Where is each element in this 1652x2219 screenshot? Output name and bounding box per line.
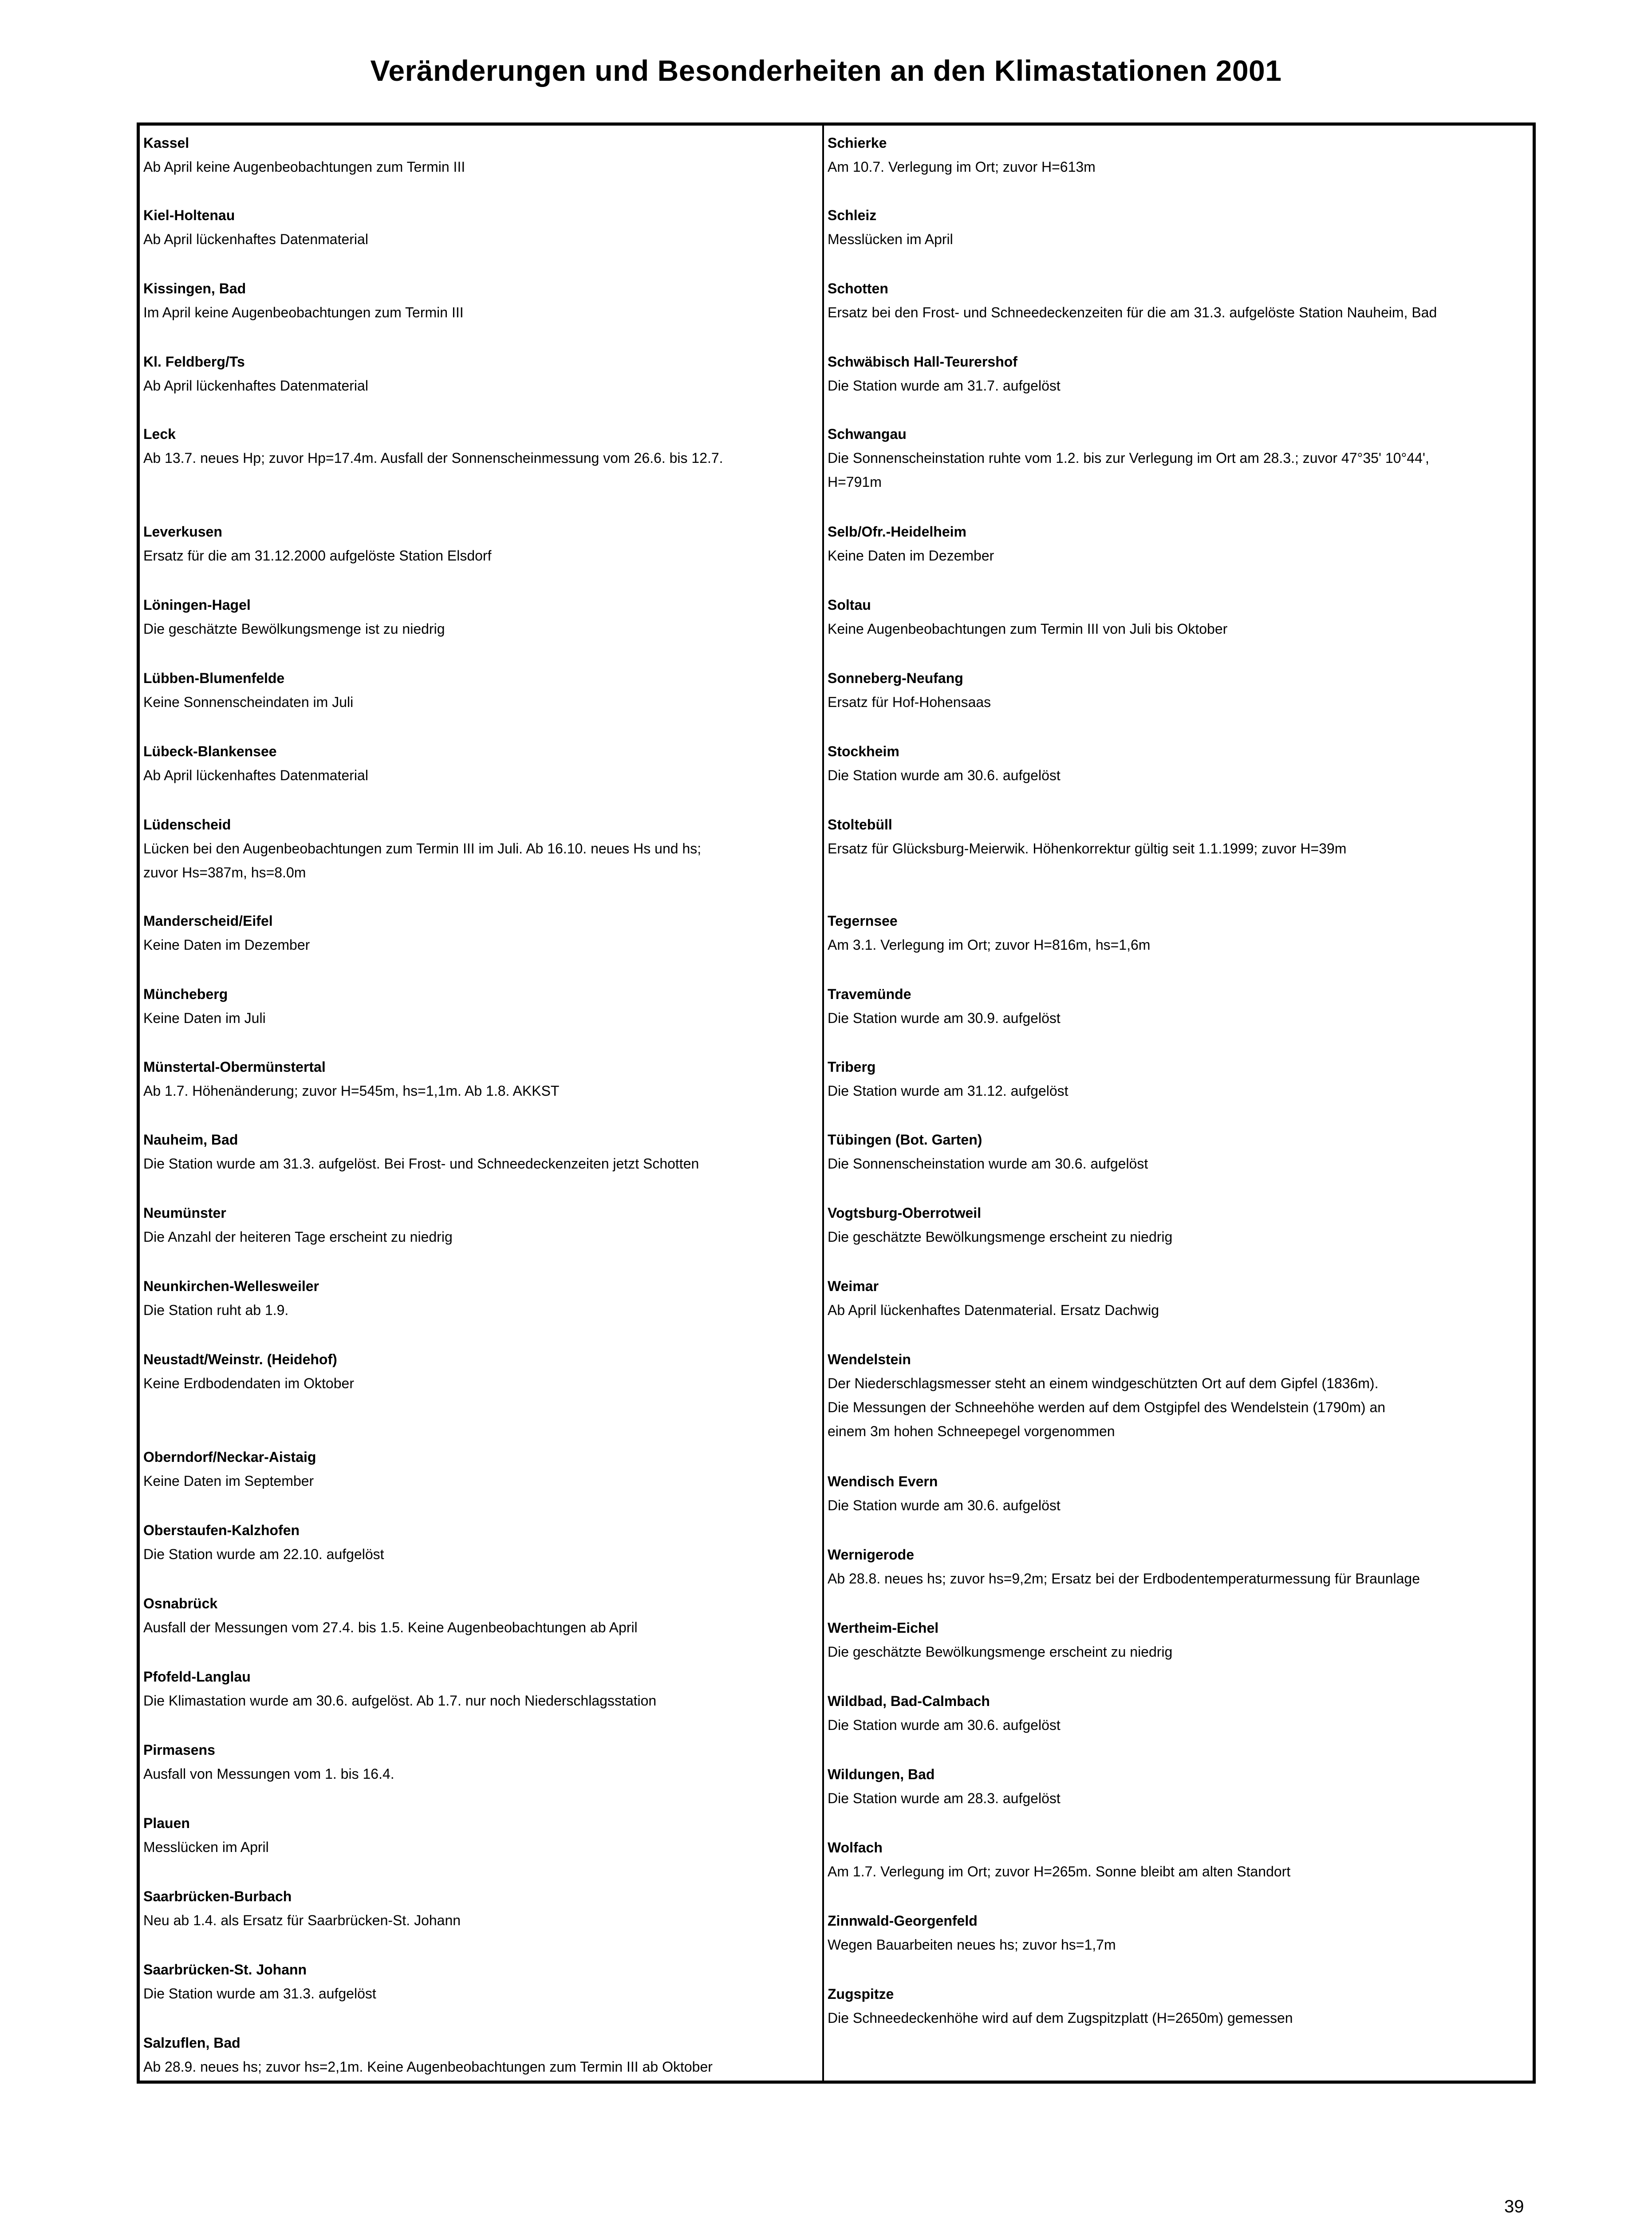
station-entry [143, 1128, 816, 1176]
station-note: Keine Erdbodendaten im Oktober [143, 1375, 354, 1391]
station-entry [828, 1616, 1526, 1664]
station-name: Saarbrücken-St. Johann [143, 1962, 307, 1978]
station-note: Neu ab 1.4. als Ersatz für Saarbrücken-St. Johann [143, 1912, 461, 1928]
station-name: Oberndorf/Neckar-Aistaig [143, 1449, 316, 1465]
station-entry [143, 520, 816, 568]
station-note: zuvor Hs=387m, hs=8.0m [143, 865, 306, 880]
station-note: Ersatz für Hof-Hohensaas [828, 694, 991, 710]
station-entry [143, 1811, 816, 1859]
station-name: Neunkirchen-Wellesweiler [143, 1278, 319, 1294]
station-entry [143, 350, 816, 398]
station-name: Vogtsburg-Oberrotweil [828, 1205, 982, 1221]
station-note: H=791m [828, 474, 882, 490]
station-note: Ersatz bei den Frost- und Schneedeckenzeiten für die am 31.3. aufgelöste Station Nauheim, Bad [828, 304, 1437, 320]
station-entry [828, 982, 1526, 1030]
station-entry [143, 1665, 816, 1713]
station-note: Keine Sonnenscheindaten im Juli [143, 694, 354, 710]
station-entry [143, 593, 816, 641]
station-entry [143, 1518, 816, 1566]
station-name: Wendisch Evern [828, 1473, 938, 1489]
station-entry [828, 520, 1526, 568]
station-name: Münstertal-Obermünstertal [143, 1059, 326, 1075]
station-note: Die Messungen der Schneehöhe werden auf dem Ostgipfel des Wendelstein (1790m) an [828, 1399, 1386, 1415]
station-entry [828, 1469, 1526, 1517]
station-name: Osnabrück [143, 1595, 218, 1611]
station-note: Die Schneedeckenhöhe wird auf dem Zugspitzplatt (H=2650m) gemessen [828, 2010, 1293, 2026]
station-name: Wildungen, Bad [828, 1766, 935, 1782]
station-note: Ab April lückenhaftes Datenmaterial. Ersatz Dachwig [828, 1302, 1159, 1318]
station-note: Die Station wurde am 31.7. aufgelöst [828, 378, 1061, 394]
station-name: Saarbrücken-Burbach [143, 1888, 292, 1904]
station-name: Leverkusen [143, 524, 222, 540]
station-note: Die Station ruht ab 1.9. [143, 1302, 289, 1318]
station-entry [828, 1909, 1526, 1957]
station-entry [143, 982, 816, 1030]
station-note: Ab April keine Augenbeobachtungen zum Termin III [143, 159, 465, 175]
station-entry [828, 593, 1526, 641]
station-note: Am 3.1. Verlegung im Ort; zuvor H=816m, hs=1,6m [828, 937, 1151, 953]
station-note: Der Niederschlagsmesser steht an einem windgeschützten Ort auf dem Gipfel (1836m). [828, 1375, 1379, 1391]
station-note: Ab April lückenhaftes Datenmaterial [143, 378, 368, 394]
station-entry [828, 1689, 1526, 1737]
station-name: Lüdenscheid [143, 817, 231, 833]
station-name: Nauheim, Bad [143, 1132, 238, 1148]
station-note: Die Station wurde am 30.6. aufgelöst [828, 1497, 1061, 1513]
station-name: Travemünde [828, 986, 911, 1002]
station-note: Die Station wurde am 30.9. aufgelöst [828, 1010, 1061, 1026]
station-note: Die Station wurde am 31.12. aufgelöst [828, 1083, 1068, 1099]
station-name: Kissingen, Bad [143, 280, 246, 296]
station-name: Wildbad, Bad-Calmbach [828, 1693, 990, 1709]
station-entry [143, 276, 816, 324]
station-name: Kassel [143, 135, 189, 151]
station-note: Die Sonnenscheinstation wurde am 30.6. aufgelöst [828, 1156, 1148, 1172]
station-entry [143, 2031, 816, 2079]
station-note: Die Anzahl der heiteren Tage erscheint zu niedrig [143, 1229, 453, 1245]
station-note: Wegen Bauarbeiten neues hs; zuvor hs=1,7m [828, 1937, 1116, 1953]
station-note: Lücken bei den Augenbeobachtungen zum Termin III im Juli. Ab 16.10. neues Hs und hs; [143, 841, 702, 857]
station-note: Ab April lückenhaftes Datenmaterial [143, 767, 368, 783]
station-note: Die Station wurde am 31.3. aufgelöst. Bei Frost- und Schneedeckenzeiten jetzt Schotten [143, 1156, 699, 1172]
station-name: Leck [143, 426, 176, 442]
station-entry [828, 350, 1526, 398]
station-entry [143, 739, 816, 787]
station-name: Neumünster [143, 1205, 226, 1221]
station-note: Messlücken im April [143, 1839, 269, 1855]
station-note: Ab 13.7. neues Hp; zuvor Hp=17.4m. Ausfall der Sonnenscheinmessung vom 26.6. bis 12.7. [143, 450, 723, 466]
station-name: Zugspitze [828, 1986, 894, 2002]
station-entry [828, 1347, 1526, 1443]
station-entry [828, 1762, 1526, 1810]
right-column [824, 126, 1533, 2081]
station-note: einem 3m hohen Schneepegel vorgenommen [828, 1423, 1115, 1439]
station-entry [143, 909, 816, 957]
station-name: Pirmasens [143, 1742, 215, 1758]
station-note: Ab 1.7. Höhenänderung; zuvor H=545m, hs=1,1m. Ab 1.8. AKKST [143, 1083, 560, 1099]
station-entry [143, 1347, 816, 1395]
station-entry [143, 1884, 816, 1932]
station-entry [828, 909, 1526, 957]
station-name: Schotten [828, 280, 888, 296]
station-note: Die Station wurde am 22.10. aufgelöst [143, 1546, 384, 1562]
station-entry [828, 276, 1526, 324]
station-entry [828, 813, 1526, 861]
station-entry [828, 131, 1526, 179]
station-note: Im April keine Augenbeobachtungen zum Termin III [143, 304, 464, 320]
station-entry [143, 1591, 816, 1639]
station-name: Löningen-Hagel [143, 597, 251, 613]
station-entry [828, 1836, 1526, 1883]
station-entry [143, 422, 816, 470]
station-name: Stoltebüll [828, 817, 892, 833]
station-note: Keine Daten im September [143, 1473, 314, 1489]
station-name: Schleiz [828, 207, 877, 223]
station-note: Die Station wurde am 31.3. aufgelöst [143, 1986, 376, 2002]
station-name: Lübeck-Blankensee [143, 743, 277, 759]
station-name: Kl. Feldberg/Ts [143, 354, 245, 370]
station-note: Ab April lückenhaftes Datenmaterial [143, 231, 368, 247]
station-note: Am 10.7. Verlegung im Ort; zuvor H=613m [828, 159, 1096, 175]
station-entry [828, 1201, 1526, 1249]
station-note: Ab 28.9. neues hs; zuvor hs=2,1m. Keine Augenbeobachtungen zum Termin III ab Oktober [143, 2059, 713, 2075]
station-name: Wendelstein [828, 1351, 911, 1367]
stations-table [137, 122, 1536, 2084]
station-entry [143, 813, 816, 884]
station-name: Müncheberg [143, 986, 228, 1002]
station-name: Tübingen (Bot. Garten) [828, 1132, 982, 1148]
station-note: Die Klimastation wurde am 30.6. aufgelöst. Ab 1.7. nur noch Niederschlagsstation [143, 1693, 657, 1709]
station-entry [828, 1982, 1526, 2030]
left-column [140, 126, 822, 2081]
station-entry [143, 1738, 816, 1786]
station-note: Ausfall der Messungen vom 27.4. bis 1.5. Keine Augenbeobachtungen ab April [143, 1619, 638, 1635]
station-name: Selb/Ofr.-Heidelheim [828, 524, 966, 540]
station-name: Wernigerode [828, 1547, 914, 1563]
station-entry [143, 203, 816, 251]
page-number: 39 [1504, 2197, 1524, 2216]
station-name: Weimar [828, 1278, 879, 1294]
station-name: Plauen [143, 1815, 190, 1831]
station-entry [143, 1055, 816, 1103]
station-name: Triberg [828, 1059, 876, 1075]
station-entry [828, 1055, 1526, 1103]
station-name: Soltau [828, 597, 871, 613]
station-note: Ersatz für die am 31.12.2000 aufgelöste Station Elsdorf [143, 548, 492, 564]
station-note: Ausfall von Messungen vom 1. bis 16.4. [143, 1766, 394, 1782]
station-name: Schwangau [828, 426, 907, 442]
station-entry [143, 1958, 816, 2006]
station-entry [143, 1445, 816, 1493]
station-name: Zinnwald-Georgenfeld [828, 1913, 978, 1929]
station-note: Die geschätzte Bewölkungsmenge ist zu niedrig [143, 621, 445, 637]
station-entry [828, 666, 1526, 714]
station-name: Manderscheid/Eifel [143, 913, 273, 929]
station-entry [143, 666, 816, 714]
station-note: Die geschätzte Bewölkungsmenge erscheint zu niedrig [828, 1644, 1173, 1660]
station-note: Keine Daten im Dezember [828, 548, 994, 564]
station-note: Die Sonnenscheinstation ruhte vom 1.2. bis zur Verlegung im Ort am 28.3.; zuvor 47°35' 10°44', [828, 450, 1429, 466]
station-entry [828, 739, 1526, 787]
station-name: Lübben-Blumenfelde [143, 670, 285, 686]
station-note: Die Station wurde am 30.6. aufgelöst [828, 767, 1061, 783]
station-entry [143, 1201, 816, 1249]
station-note: Die Station wurde am 30.6. aufgelöst [828, 1717, 1061, 1733]
station-name: Schwäbisch Hall-Teurershof [828, 354, 1017, 370]
station-name: Oberstaufen-Kalzhofen [143, 1522, 300, 1538]
station-entry [828, 1274, 1526, 1322]
station-name: Neustadt/Weinstr. (Heidehof) [143, 1351, 337, 1367]
station-name: Wolfach [828, 1840, 883, 1856]
station-name: Schierke [828, 135, 887, 151]
station-note: Keine Daten im Dezember [143, 937, 310, 953]
page-title: Veränderungen und Besonderheiten an den Klimastationen 2001 [370, 54, 1282, 87]
station-note: Ersatz für Glücksburg-Meierwik. Höhenkorrektur gültig seit 1.1.1999; zuvor H=39m [828, 841, 1347, 857]
station-note: Keine Daten im Juli [143, 1010, 266, 1026]
station-entry [143, 1274, 816, 1322]
station-name: Sonneberg-Neufang [828, 670, 963, 686]
station-name: Salzuflen, Bad [143, 2035, 241, 2051]
station-note: Ab 28.8. neues hs; zuvor hs=9,2m; Ersatz bei der Erdbodentemperaturmessung für Braunlage [828, 1571, 1420, 1587]
station-note: Die geschätzte Bewölkungsmenge erscheint zu niedrig [828, 1229, 1173, 1245]
station-entry [828, 1543, 1526, 1591]
station-entry [143, 131, 816, 179]
station-entry [828, 203, 1526, 251]
station-note: Am 1.7. Verlegung im Ort; zuvor H=265m. Sonne bleibt am alten Standort [828, 1864, 1291, 1879]
station-name: Kiel-Holtenau [143, 207, 235, 223]
station-entry [828, 422, 1526, 494]
station-name: Stockheim [828, 743, 899, 759]
station-note: Messlücken im April [828, 231, 953, 247]
station-note: Die Station wurde am 28.3. aufgelöst [828, 1790, 1061, 1806]
station-name: Pfofeld-Langlau [143, 1669, 251, 1685]
station-entry [828, 1128, 1526, 1176]
station-note: Keine Augenbeobachtungen zum Termin III von Juli bis Oktober [828, 621, 1228, 637]
station-name: Wertheim-Eichel [828, 1620, 939, 1636]
station-name: Tegernsee [828, 913, 898, 929]
